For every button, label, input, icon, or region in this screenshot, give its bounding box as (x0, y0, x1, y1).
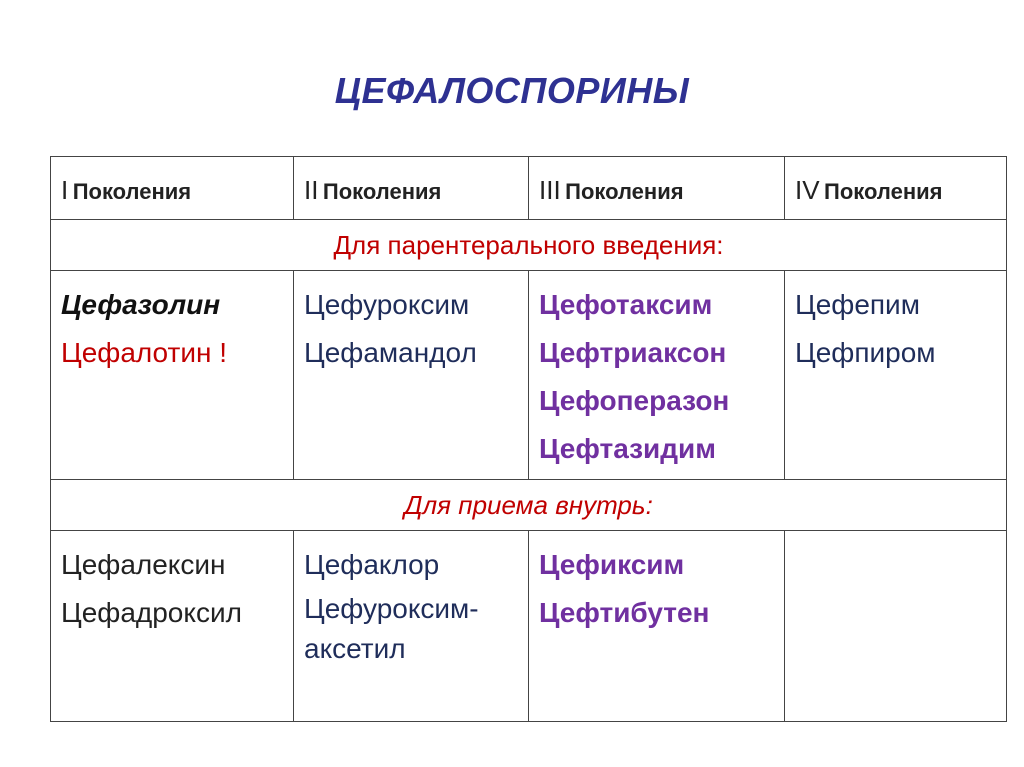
section-title-parenteral: Для парентерального введения: (51, 220, 1007, 271)
header-gen-2-label: Поколения (322, 178, 442, 204)
drug-cefalexin: Цефалексин (61, 549, 226, 580)
oral-gen-4-cell (785, 531, 1007, 722)
oral-gen-2-cell (294, 531, 529, 722)
drug-cefaclor: Цефаклор (304, 549, 440, 580)
table-header-row (51, 157, 1007, 220)
section-row-oral (51, 480, 1007, 531)
section-row-parenteral (51, 220, 1007, 271)
parenteral-gen-1-cell (51, 271, 294, 480)
drug-ceftriaxone: Цефтриаксон (539, 337, 727, 368)
header-gen-4 (785, 157, 1007, 220)
header-gen-2 (294, 157, 529, 220)
header-gen-3-label: Поколения (565, 178, 684, 204)
drug-ceftazidime: Цефтазидим (539, 433, 716, 464)
header-gen-4-roman: IV (795, 174, 820, 205)
drug-cefoperazone: Цефоперазон (539, 385, 730, 416)
slide-title: ЦЕФАЛОСПОРИНЫ (334, 70, 690, 111)
cephalosporin-generations-table (50, 156, 1007, 722)
oral-gen-1-cell (51, 531, 294, 722)
drug-cefotaxime: Цефотаксим (539, 289, 713, 320)
section-title-oral: Для приема внутрь: (51, 480, 1007, 531)
drug-cefuroxime: Цефуроксим (304, 289, 470, 320)
oral-drugs-row (51, 531, 1007, 722)
header-gen-1-roman: I (61, 174, 69, 205)
parenteral-gen-4-cell (785, 271, 1007, 480)
drug-ceftibuten: Цефтибутен (539, 597, 710, 628)
drug-cefazolin: Цефазолин (61, 289, 221, 320)
header-gen-3 (529, 157, 785, 220)
drug-cefadroxil: Цефадроксил (61, 597, 242, 628)
header-gen-3-roman: III (539, 174, 561, 205)
header-gen-1 (51, 157, 294, 220)
parenteral-drugs-row (51, 271, 1007, 480)
drug-cefpirome: Цефпиром (795, 337, 936, 368)
parenteral-gen-3-cell (529, 271, 785, 480)
header-gen-4-label: Поколения (824, 178, 943, 204)
drug-cefalotin: Цефалотин ! (61, 337, 227, 368)
header-gen-1-label: Поколения (72, 178, 192, 204)
drug-cefixime: Цефиксим (539, 549, 685, 580)
parenteral-gen-2-cell (294, 271, 529, 480)
drug-cefepime: Цефепим (795, 289, 920, 320)
header-gen-2-roman: II (304, 174, 319, 205)
drug-cefuroxime-axetil: Цефуроксим-аксетил (304, 593, 479, 664)
oral-gen-3-cell (529, 531, 785, 722)
drug-cefamandole: Цефамандол (304, 337, 477, 368)
